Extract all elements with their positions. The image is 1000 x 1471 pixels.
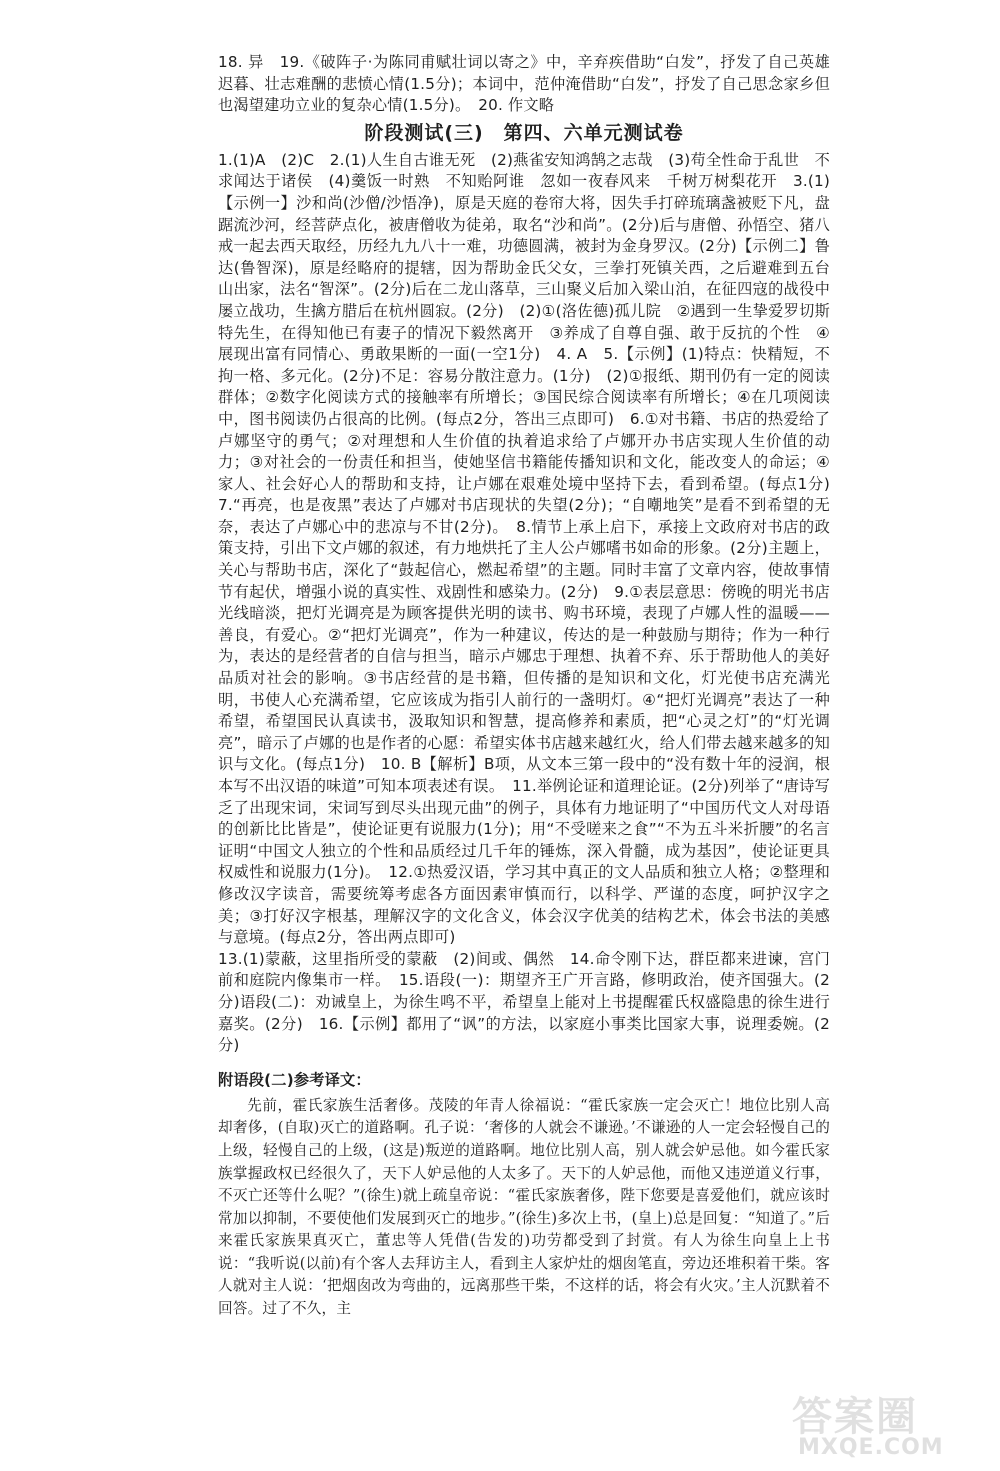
answers-1-12: 1.(1)A (2)C 2.(1)人生自古谁无死 (2)燕雀安知鸿鹄之志哉 (3)苟全性命于乱世 不求闻达于诸侯 (4)羹饭一时熟 不知贻阿谁 忽如一夜春风来 千树万树梨花开 3.(1)【示例一】沙和尚(沙僧/沙悟净)，原是天庭的卷帘大将，因失手打碎琉璃盏被贬下凡，盘踞流沙河，经菩萨点化，被唐僧收为徒弟，取名“沙和尚”。(2分)后与唐僧、孙悟空、猪八戒一起去西天取经，历经九九八十一难，功德圆满，被封为金身罗汉。(2分)【示例二】鲁达(鲁智深)，原是经略府的提辖，因为帮助金氏父女，三拳打死镇关西，之后避难到五台山出家，法名“智深”。(2分)后在二龙山落草，三山聚义后加入梁山泊，在征四寇的战役中屡立战功，生擒方腊后在杭州圆寂。(2分) (2)①(洛佐德)孤儿院 ②遇到一生挚爱罗切斯特先生，在得知他已有妻子的情况下毅然离开 ③养成了自尊自强、敢于反抗的个性 ④展现出富有同情心、勇敢果断的一面(一空1分) 4. A 5.【示例】(1)特点：快精短，不拘一格、多元化。(2分)不足：容易分散注意力。(1分) (2)①报纸、期刊仍有一定的阅读群体；②数字化阅读方式的接触率有所增长；③国民综合阅读率有所增长；④在几项阅读中，图书阅读仍占很高的比例。(每点2分，答出三点即可) 6.①对书籍、书店的热爱给了卢娜坚守的勇气；②对理想和人生价值的执着追求给了卢娜开办书店实现人生价值的动力；③对社会的一份责任和担当，使她坚信书籍能传播知识和文化，能改变人的命运；④家人、社会好心人的帮助和支持，让卢娜在艰难处境中坚持下去，看到希望。(每点1分) 7.“再亮，也是夜黑”表达了卢娜对书店现状的失望(2分)；“自嘲地笑”是看不到希望的无奈，表达了卢娜心中的悲凉与不甘(2分)。 8.情节上承上启下，承接上文政府对书店的政策支持，引出下文卢娜的叙述，有力地烘托了主人公卢娜嗜书如命的形象。(2分)主题上，关心与帮助书店，深化了“鼓起信心，燃起希望”的主题。同时丰富了文章内容，使故事情节有起伏，增强小说的真实性、戏剧性和感染力。(2分) 9.①表层意思：傍晚的明光书店光线暗淡，把灯光调亮是为顾客提供光明的读书、购书环境，表现了卢娜人性的温暖——善良，有爱心。②“把灯光调亮”，作为一种建议，传达的是一种鼓励与期待；作为一种行为，表达的是经营者的自信与担当，暗示卢娜忠于理想、执着不弃、乐于帮助他人的美好品质对社会的影响。③书店经营的是书籍，但传播的是知识和文化，灯光使书店充满光明，书使人心充满希望，它应该成为指引人前行的一盏明灯。④“把灯光调亮”表达了一种希望，希望国民认真读书，汲取知识和智慧，提高修养和素质，把“心灵之灯”的“灯光调亮”，暗示了卢娜的也是作者的心愿：希望实体书店越来越红火，给人们带去越来越多的知识与文化。(每点1分) 10. B【解析】B项，从文本三第一段中的“没有数十年的浸润，根本写不出汉语的味道”可知本项表述有误。 11.举例论证和道理论证。(2分)列举了“唐诗写乏了出现宋词，宋词写到尽头出现元曲”的例子，具体有力地证明了“中国历代文人对母语的创新比比皆是”，使论证更有说服力(1分)；用“不受嗟来之食”“不为五斗米折腰”的名言证明“中国文人独立的个性和品质经过几千年的锤炼，深入骨髓，成为基因”，使论证更具权威性和说服力(1分)。 12.①热爱汉语，学习其中真正的文人品质和独立人格；②整理和修改汉字读音，需要统筹考虑各方面因素审慎而行，以科学、严谨的态度，呵护汉字之美；③打好汉字根基，理解汉字的文化含义，体会汉字优美的结构艺术，体会书法的美感与意境。(每点2分，答出两点即可): [218, 150, 846, 947]
answer-page: [218, 52, 846, 1321]
watermark-text: 答案圈: [792, 1394, 918, 1440]
reference-translation: 先前，霍氏家族生活奢侈。茂陵的年青人徐福说：“霍氏家族一定会灭亡！地位比别人高却奢侈，(自取)灭亡的道路啊。孔子说：‘奢侈的人就会不谦逊。’不谦逊的人一定会轻慢自己的上级，轻慢自己的上级，(这是)叛逆的道路啊。地位比别人高，别人就会妒忌他。如今霍氏家族掌握政权已经很久了，天下人妒忌他的人太多了。天下的人妒忌他，而他又违逆道义行事，不灭亡还等什么呢？”(徐生)就上疏皇帝说：“霍氏家族奢侈，陛下您要是喜爱他们，就应该时常加以抑制，不要使他们发展到灭亡的地步。”(徐生)多次上书，(皇上)总是回复：“知道了。”后来霍氏家族果真灭亡，董忠等人凭借(告发的)功劳都受到了封赏。有人为徐生向皇上上书说：“我听说(以前)有个客人去拜访主人，看到主人家炉灶的烟囱笔直，旁边还堆积着干柴。客人就对主人说：‘把烟囱改为弯曲的，远离那些干柴，不这样的话，将会有火灾。’主人沉默着不回答。过了不久，主: [218, 1096, 830, 1318]
watermark-logo: [784, 1381, 994, 1465]
answers-18-20: 18. 异 19.《破阵子·为陈同甫赋壮词以寄之》中，辛弃疾借助“白发”，抒发了自己英雄迟暮、壮志难酬的悲愤心情(1.5分)；本词中，范仲淹借助“白发”，抒发了自己思念家乡但也渴望建功立业的复杂心情(1.5分)。 20. 作文略: [218, 53, 830, 115]
answers-13-16: 13.(1)蒙蔽，这里指所受的蒙蔽 (2)间或、偶然 14.命令刚下达，群臣都来进谏，宫门前和庭院内像集市一样。 15.语段(一)：期望齐王广开言路，修明政治，使齐国强大。(2分)语段(二)：劝诫皇上，为徐生鸣不平，希望皇上能对上书提醒霍氏权盛隐患的徐生进行嘉奖。(2分) 16.【示例】都用了“讽”的方法，以家庭小事类比国家大事，说理委婉。(2分): [218, 949, 830, 1055]
watermark-url: MXQE.COM: [798, 1435, 944, 1460]
section-title: 阶段测试(三) 第四、六单元测试卷: [364, 121, 684, 144]
appendix-title: 附语段(二)参考译文：: [218, 1070, 371, 1089]
